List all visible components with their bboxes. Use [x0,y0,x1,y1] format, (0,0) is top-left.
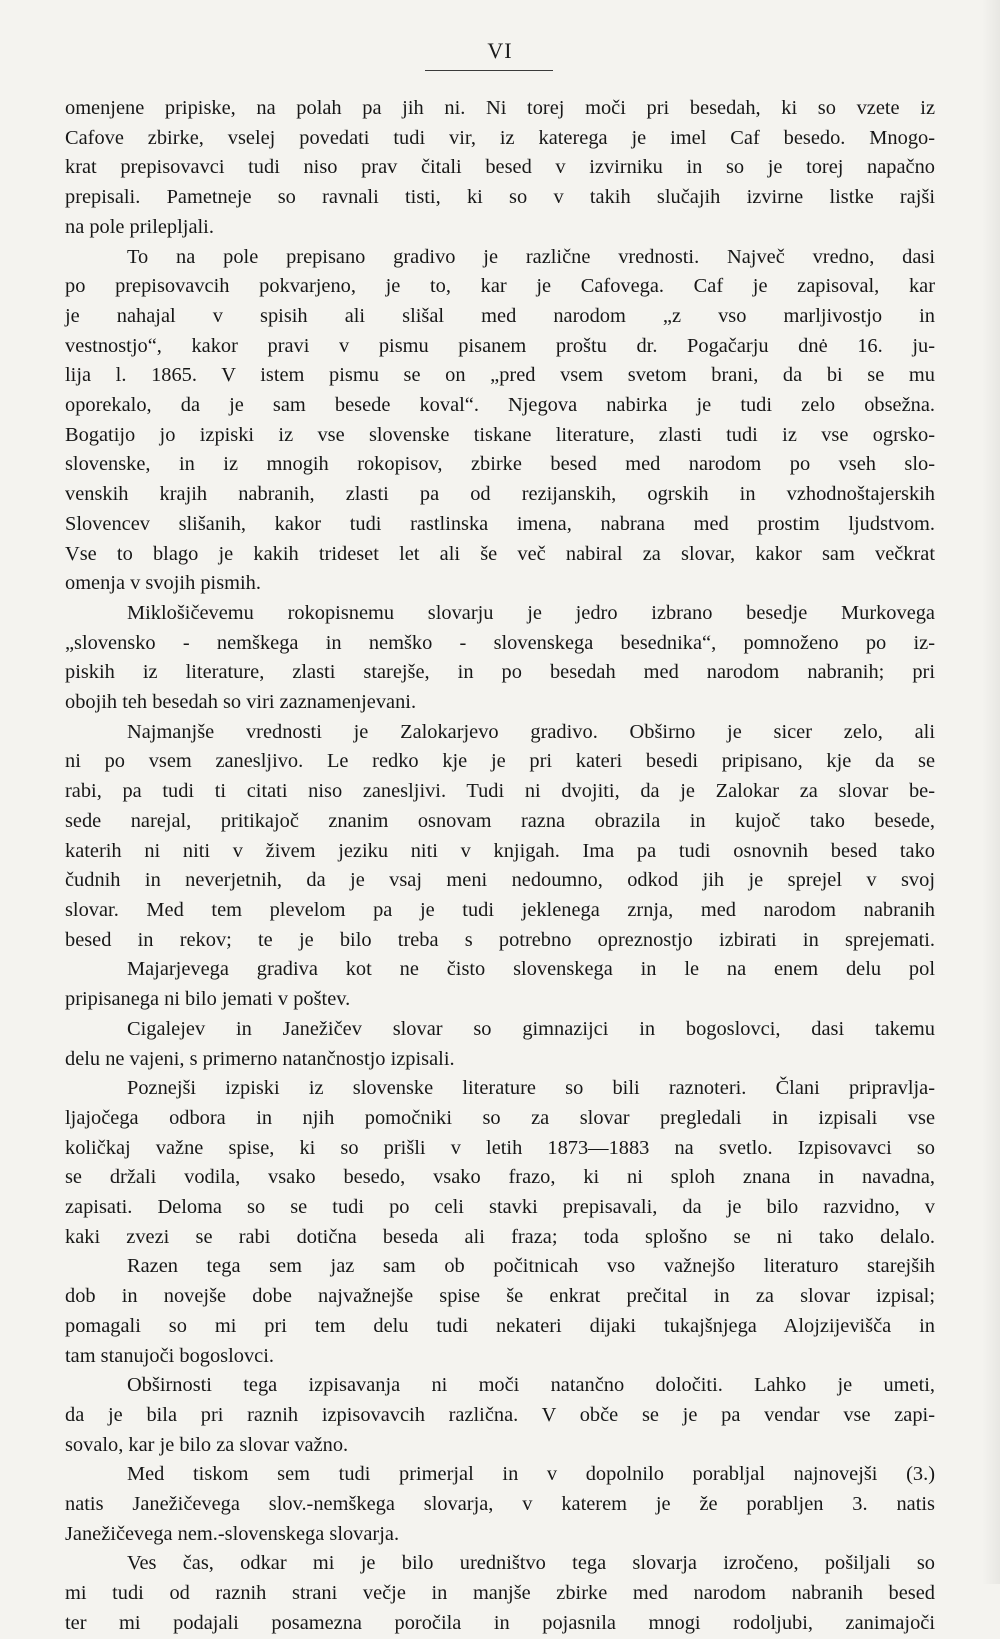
text-line: Med tiskom sem tudi primerjal in v dopolnilo porabljal najnovejši (3.) [127,1463,935,1486]
text-line: Obširnosti tega izpisavanja ni moči natančno določiti. Lahko je umeti, [127,1374,935,1397]
text-line: vestnostjo“, kakor pravi v pismu pisanem proštu dr. Pogačarju dnė 16. ju- [65,334,935,357]
text-line: tam stanujoči bogoslovci. [65,1344,274,1367]
text-line: ter mi podajali posamezna poročila in pojasnila mnogi rodoljubi, zanimajoči [65,1611,935,1634]
text-line: lija l. 1865. V istem pismu se on „pred vsem svetom brani, da bi se mu [65,364,935,387]
text-line: ljajočega odbora in njih pomočniki so za slovar pregledali in izpisali vse [65,1106,935,1129]
page-edge-shadow [982,0,1000,1584]
text-line: sovalo, kar je bilo za slovar važno. [65,1433,349,1456]
text-line: rabi, pa tudi ti citati niso zanesljivi. Tudi ni dvojiti, da je Zalokar za slovar be- [65,780,935,803]
text-line: Ves čas, odkar mi je bilo uredništvo tega slovarja izročeno, pošiljali so [127,1552,935,1575]
header-rule [425,70,553,71]
text-line: slovar. Med tem plevelom pa je tudi jeklenega zrnja, med narodom nabranih [65,898,935,921]
text-line: dob in novejše dobe najvažnejše spise še enkrat prečital in za slovar izpisal; [65,1285,935,1308]
text-line: obojih teh besedah so viri zaznamenjevani. [65,691,417,714]
text-line: Slovencev slišanih, kakor tudi rastlinska imena, nabrana med prostim ljudstvom. [65,512,935,535]
text-line: Majarjevega gradiva kot ne čisto slovenskega in le na enem delu pol [127,958,935,981]
body-text [65,94,935,1639]
text-line: kaki zvezi se rabi dotična beseda ali fraza; toda splošno se ni tako delalo. [65,1225,935,1248]
text-line: Miklošičevemu rokopisnemu slovarju je jedro izbrano besedje Murkovega [127,601,935,624]
text-line: prepisali. Pametneje so ravnali tisti, ki so v takih slučajih izvirne listke rajši [65,186,935,209]
text-line: zapisati. Deloma so se tudi po celi stavki prepisavali, da je bilo razvidno, v [65,1196,935,1219]
text-line: da je bila pri raznih izpisovavcih različna. V obče se je pa vendar vse zapi- [65,1403,935,1426]
text-line: Bogatijo jo izpiski iz vse slovenske tiskane literature, zlasti tudi iz vse ogrsko- [65,423,935,446]
text-line: piskih iz literature, zlasti starejše, in po besedah med narodom nabranih; pri [65,661,935,684]
text-line: To na pole prepisano gradivo je različne vrednosti. Največ vredno, dasi [127,245,935,268]
text-line: Cigalejev in Janežičev slovar so gimnazijci in bogoslovci, dasi takemu [127,1017,935,1040]
text-line: se držali vodila, vsako besedo, vsako frazo, ki ni sploh znana in navadna, [65,1166,935,1189]
text-line: čudnih in neverjetnih, da je vsaj meni nedoumno, odkod jih je sprejel v svoj [65,869,935,892]
text-line: Cafove zbirke, vselej povedati tudi vir, iz katerega je imel Caf besedo. Mnogo- [65,126,935,149]
text-line: „slovensko - nemškega in nemško - slovenskega besednika“, pomnoženo po iz- [65,631,935,654]
text-line: katerih ni niti v živem jeziku niti v knjigah. Ima pa tudi osnovnih besed tako [65,839,935,862]
text-line: ni po vsem zanesljivo. Le redko kje je pri kateri besedi pripisano, kje da se [65,750,935,773]
text-line: je nahajal v spisih ali slišal med narodom „z vso marljivostjo in [65,304,935,327]
text-line: količkaj važne spise, ki so prišli v letih 1873—1883 na svetlo. Izpisovavci so [65,1136,935,1159]
text-line: Razen tega sem jaz sam ob počitnicah vso važnejšo literaturo starejših [127,1255,935,1278]
text-line: delu ne vajeni, s primerno natančnostjo izpisali. [65,1047,455,1070]
text-line: pripisanega ni bilo jemati v poštev. [65,988,351,1011]
text-line: Najmanjše vrednosti je Zalokarjevo gradivo. Obširno je sicer zelo, ali [127,720,935,743]
text-line: Vse to blago je kakih trideset let ali še več nabiral za slovar, kakor sam večkrat [65,542,935,565]
text-line: omenja v svojih pismih. [65,572,261,595]
text-line: po prepisovavcih pokvarjeno, je to, kar je Cafovega. Caf je zapisoval, kar [65,275,935,298]
text-line: natis Janežičevega slov.-nemškega slovarja, v katerem je že porabljen 3. natis [65,1493,935,1516]
text-line: slovenske, in iz mnogih rokopisov, zbirke besed med narodom po vseh slo- [65,453,935,476]
text-line: Poznejši izpiski iz slovenske literature so bili raznoteri. Člani pripravlja- [127,1077,935,1100]
text-line: venskih krajih nabranih, zlasti pa od rezijanskih, ogrskih in vzhodnoštajerskih [65,483,935,506]
text-line: krat prepisovavci tudi niso prav čitali besed v izvirniku in so je torej napačno [65,156,935,179]
text-line: omenjene pripiske, na polah pa jih ni. Ni torej moči pri besedah, ki so vzete iz [65,97,935,119]
text-line: sede narejal, pritikajoč znanim osnovam razna obrazila in kujoč tako besede, [65,809,935,832]
text-line: na pole prilepljali. [65,215,214,238]
text-line: oporekalo, da je sam besede koval“. Njegova nabirka je tudi zelo obsežna. [65,394,935,417]
text-line: besed in rekov; te je bilo treba s potrebno opreznostjo izbirati in sprejemati. [65,928,935,951]
text-line: mi tudi od raznih strani večje in manjše zbirke med narodom nabranih besed [65,1582,935,1605]
text-line: Janežičevega nem.-slovenskega slovarja. [65,1522,400,1545]
text-line: pomagali so mi pri tem delu tudi nekateri dijaki tukajšnjega Alojzijevišča in [65,1314,935,1337]
page-number: VI [487,38,513,63]
